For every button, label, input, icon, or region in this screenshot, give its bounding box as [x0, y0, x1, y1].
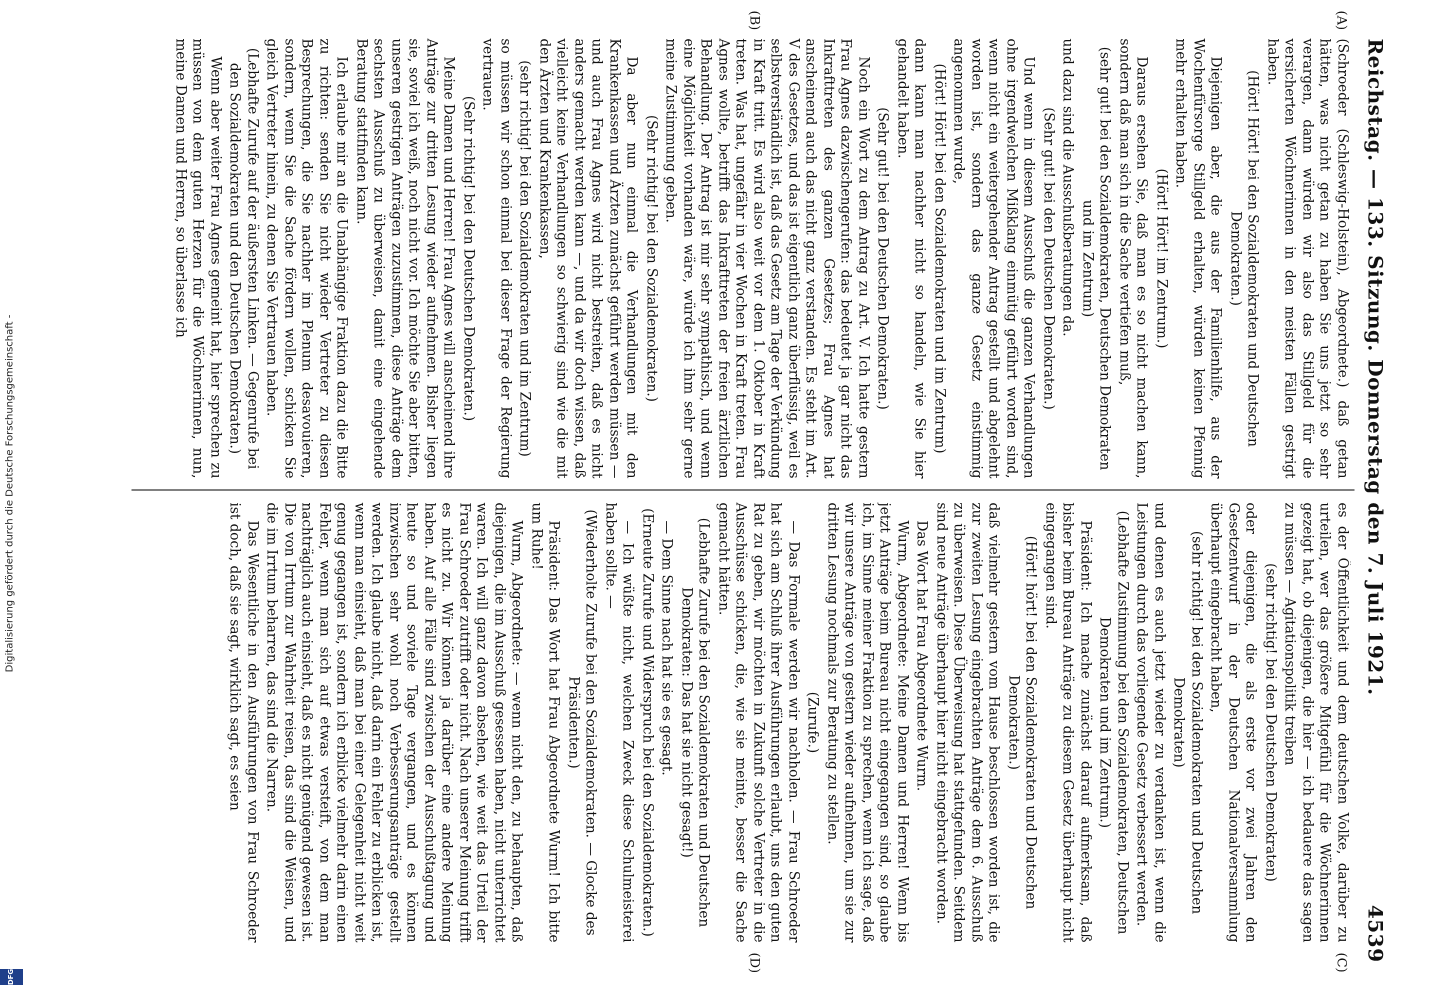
page-header [1361, 39, 1391, 963]
margin-marker-d: (D) [746, 952, 762, 974]
paragraph: Das Wort hat Frau Abgeordnete Wurm. [914, 520, 930, 792]
margin-marker-b: (B) [746, 10, 762, 31]
page-number: 4539 [1363, 904, 1388, 963]
margin-marker-c: (C) [1333, 952, 1349, 973]
paragraph: Daraus ersehen Sie, daß man es so nicht machen kann, sondern daß man sich in die Sache vertiefen muß, [1116, 38, 1150, 479]
paragraph: (Wiederholte Zurufe bei den Sozialdemokraten. — Glocke des Präsidenten.) [565, 509, 599, 936]
paragraph: — Das Formale werden wir nachholen. — Frau Schroeder hat sich am Schluß ihrer Ausführungen erlaubt, uns den guten Rat zu geben, wir möchten in Zukunft solche Vertreter in die Ausschüsse schicken, die, wie sie meinte, besser die Sache gemacht hätten. [715, 502, 802, 943]
page-header-title: Reichstag. — 133. Sitzung. Donnerstag den 7. Juli 1921. [1363, 38, 1388, 696]
paragraph: es der Öffentlichkeit und dem deutschen Volke, darüber zu urteilen, wer das größere Mitgefühl für die Wöchnerinnen gezeigt hat, ob diejenigen, die hier — ich bedauere das sagen zu müssen — Agitationspolitik treiben [1282, 502, 1351, 943]
paragraph: (Erneute Zurufe und Widerspruch bei den Sozialdemokraten.) [639, 508, 656, 937]
paragraph: (Lebhafte Zustimmung bei den Sozialdemokraten, Deutschen Demokraten und im Zentrum.) [1097, 510, 1131, 935]
paragraph: (Hört! hört! bei den Sozialdemokraten und Deutschen Demokraten.) [1005, 535, 1039, 910]
paragraph: Da aber nun einmal die Verhandlungen mit den Krankenkassen und Ärzten zunächst geführt werden müssen — und auch Frau Agnes wird nicht bestreiten, daß es nicht anders gemacht werden kann —, und da wir doch wissen, daß vielleicht keine Verhandlungen so schwierig sind wie die mit den Ärzten und Krankenkassen, [536, 38, 640, 479]
margin-marker-a: (A) [1333, 10, 1349, 31]
paragraph: (sehr richtig! bei den Deutschen Demokraten) [1262, 563, 1279, 882]
paragraph: Ich erlaube mir an die Unabhängige Fraktion dazu die Bitte zu richten: senden Sie nicht wieder Vertreter zu diesen Besprechungen, die Sie nachher im Plenum desavouieren, sondern, wenn Sie die Sache fördern wollen, schicken Sie gleich Vertreter hinein, zu denen Sie Vertrauen haben. [264, 38, 350, 479]
right-column [130, 503, 1351, 943]
paragraph: (Hört! Hört! bei den Sozialdemokraten und Deutschen Demokraten.) [1227, 70, 1261, 447]
digitization-credit: Digitalisierung gefördert durch die Deutsche Forschungsgemeinschaft - [4, 314, 16, 673]
paragraph: Präsident: Ich mache zunächst darauf aufmerksam, daß bisher beim Bureau Anträge zu diesem Gesetz überhaupt nicht eingegangen sind. [1042, 502, 1094, 943]
paragraph: (Hört! Hört! bei den Sozialdemokraten und im Zentrum) [931, 63, 948, 454]
paragraph: — Dem Sinne nach hat sie es gesagt. [659, 520, 675, 776]
page-wrap [112, 0, 1407, 1000]
left-column [130, 39, 1351, 479]
paragraph: so müssen wir schon einmal bei dieser Frage der Regierung vertrauen. [480, 38, 514, 479]
paragraph: Noch ein Wort zu dem Antrag zu Art. V. Ich hatte gestern Frau Agnes dazwischengerufen: das bedeutet ja gar nicht das Inkrafttreten des ganzen Gesetzes; Frau Agnes hat anscheinend auch das nicht ganz verstanden. Es steht im Art. V des Gesetzes, und das ist eigentlich ganz überflüssig, weil es selbstverständlich ist, daß das Gesetz am Tage der Verkündung in Kraft tritt. Es wird also weit vor dem 1. Oktober in Kraft treten. Was hat, ungefähr in vier Wochen in Kraft treten. Frau Agnes wollte, betrifft das Inkrafttreten der freien ärztlichen Behandlung. Der Antrag ist mir sehr sympathisch, und wenn eine Möglichkeit vorhanden wäre, würde ich ihm sehr gerne meine Zustimmung geben. [663, 38, 872, 479]
paragraph: Meine Damen und Herren! Frau Agnes will anscheinend ihre Anträge zur dritten Lesung wieder aufnehmen. Bisher liegen sie, soviel ich weiß, noch nicht vor. Ich möchte Sie aber bitten, unseren gestrigen Anträgen zuzustimmen, diese Anträge dem sechsten Ausschuß zu überweisen, damit eine eingehende Beratung stattfinden kann. [353, 38, 457, 479]
paragraph: (Sehr richtig! bei den Sozialdemokraten.) [643, 115, 660, 402]
paragraph: (sehr gut! bei den Sozialdemokraten, Deutschen Demokraten und im Zentrum) [1079, 46, 1113, 471]
paragraph: (Sehr gut! bei den Deutschen Demokraten.) [875, 107, 891, 410]
paragraph: Und wenn in diesem Ausschuß die ganzen Verhandlungen ohne irgendwelchen Mißklang einmütig geführt worden sind, wenn nicht ein weitergehender Antrag gestellt und abgelehnt worden ist, sondern das ganze Gesetz einstimmig angenommen wurde, [951, 38, 1037, 479]
paragraph: (Hört! Hört! im Zentrum.) [1153, 168, 1170, 349]
paragraph: und dazu sind die Ausschußberatungen da. [1060, 38, 1076, 337]
paragraph: dann kann man nachher nicht so handeln, wie Sie hier gehandelt haben. [894, 38, 928, 479]
paragraph: Wurm, Abgeordnete: — wenn nicht den, zu behaupten, daß diejenigen, die im Ausschuß gesessen haben, nicht unterrichtet waren. Ich will ganz davon absehen, wie weit das Urteil der Frau Schroeder zutrifft oder nicht. Nach unserer Meinung trifft es nicht zu. Wir können ja darüber eine andere Meinung haben. Auf alle Fälle sind zwischen der Ausschußtagung und heute so und soviele Tage vergangen, und es können inzwischen sehr wohl noch Verbesserungsanträge gestellt werden. Ich glaube nicht, daß darin ein Fehler zu erblicken ist, wenn man einsieht, daß man bei einer Gelegenheit nicht weit genug gegangen ist, sondern ich erblicke vielmehr darin einen Fehler, wenn man sich auf etwas versteift, von dem man nachträglich auch einsieht, daß es nicht genügend gewesen ist. Die von Irrtum zur Wahrheit reisen, das sind die Weisen, und die im Irrtum beharren, das sind die Narren. [264, 502, 525, 943]
paragraph: — Ich wüßte nicht, welchen Zweck diese Schulmeisterei haben sollte. — [602, 502, 636, 943]
paragraph: (sehr richtig! bei den Sozialdemokraten und im Zentrum) [517, 60, 533, 457]
paragraph: daß vielmehr gestern vom Hause beschlossen worden ist, die zur zweiten Lesung eingebrachten Anträge dem 6. Ausschuß zu überweisen. Diese Überweisung hat stattgefunden. Seitdem sind neue Anträge überhaupt hier nicht eingebracht worden. [933, 502, 1002, 943]
paragraph: oder diejenigen, die als erste vor zwei Jahren den Gesetzentwurf in der Deutschen Nationalversammlung überhaupt eingebracht haben, [1208, 502, 1259, 943]
paragraph: (Lebhafte Zurufe auf der äußersten Linken. — Gegenrufe bei den Sozialdemokraten und den Deutschen Demokraten.) [227, 47, 261, 470]
paragraph: (Schroeder (Schleswig-Holstein), Abgeordnete.) daß getan hätten, was nicht getan zu haben Sie uns jetzt so sehr verargen, dann würden wir also das Stillgeld für die versicherten Wöchnerinnen in den meisten Fällen gestrigt haben. [1264, 38, 1351, 479]
paragraph: (Lebhafte Zurufe bei den Sozialdemokraten und Deutschen Demokraten: Das hat sie nicht gesagt!) [678, 517, 712, 928]
paragraph: (sehr richtig! bei den Sozialdemokraten und Deutschen Demokraten) [1171, 530, 1205, 915]
paragraph: Wurm, Abgeordnete: Meine Damen und Herren! Wenn bis jetzt Anträge beim Bureau nicht eingegangen sind, so glaube ich, im Sinne meiner Fraktion zu sprechen, wenn ich sage, daß wir unsere Anträge von gestern wieder aufnehmen, um sie zur dritten Lesung nochmals zur Beratung zu stellen. [824, 502, 911, 943]
paragraph: (Sehr richtig! bei den Deutschen Demokraten.) [460, 95, 477, 422]
paragraph: Wenn aber weiter Frau Agnes gemeint hat, hier sprechen zu müssen von dem guten Herzen für die Wöchnerinnen, nun, meine Damen und Herren, so überlasse ich [172, 38, 224, 479]
column-divider [132, 490, 1355, 491]
paragraph: Präsident: Das Wort hat Frau Abgeordnete Wurm! Ich bitte um Ruhe! [528, 502, 562, 943]
dfg-logo: DFG [0, 969, 23, 985]
paragraph: Das Wesentliche in den Ausführungen von Frau Schroeder ist doch, daß sie sagt, wirklich sagt, es seien [227, 502, 261, 943]
paragraph: (Sehr gut! bei den Deutschen Demokraten.) [1040, 107, 1057, 410]
side-note [0, 0, 22, 1000]
paragraph: (Zurufe.) [805, 691, 821, 754]
scanned-page [112, 1, 1407, 1001]
paragraph: Diejenigen aber, die aus der Familienhilfe, aus der Wochenfürsorge Stillgeld erhalten, würden keinen Pfennig mehr erhalten haben. [1173, 38, 1224, 479]
paragraph: und denen es auch jetzt wieder zu verdanken ist, wenn die Leistungen durch das vorliegende Gesetz verbessert werden. [1134, 502, 1168, 943]
